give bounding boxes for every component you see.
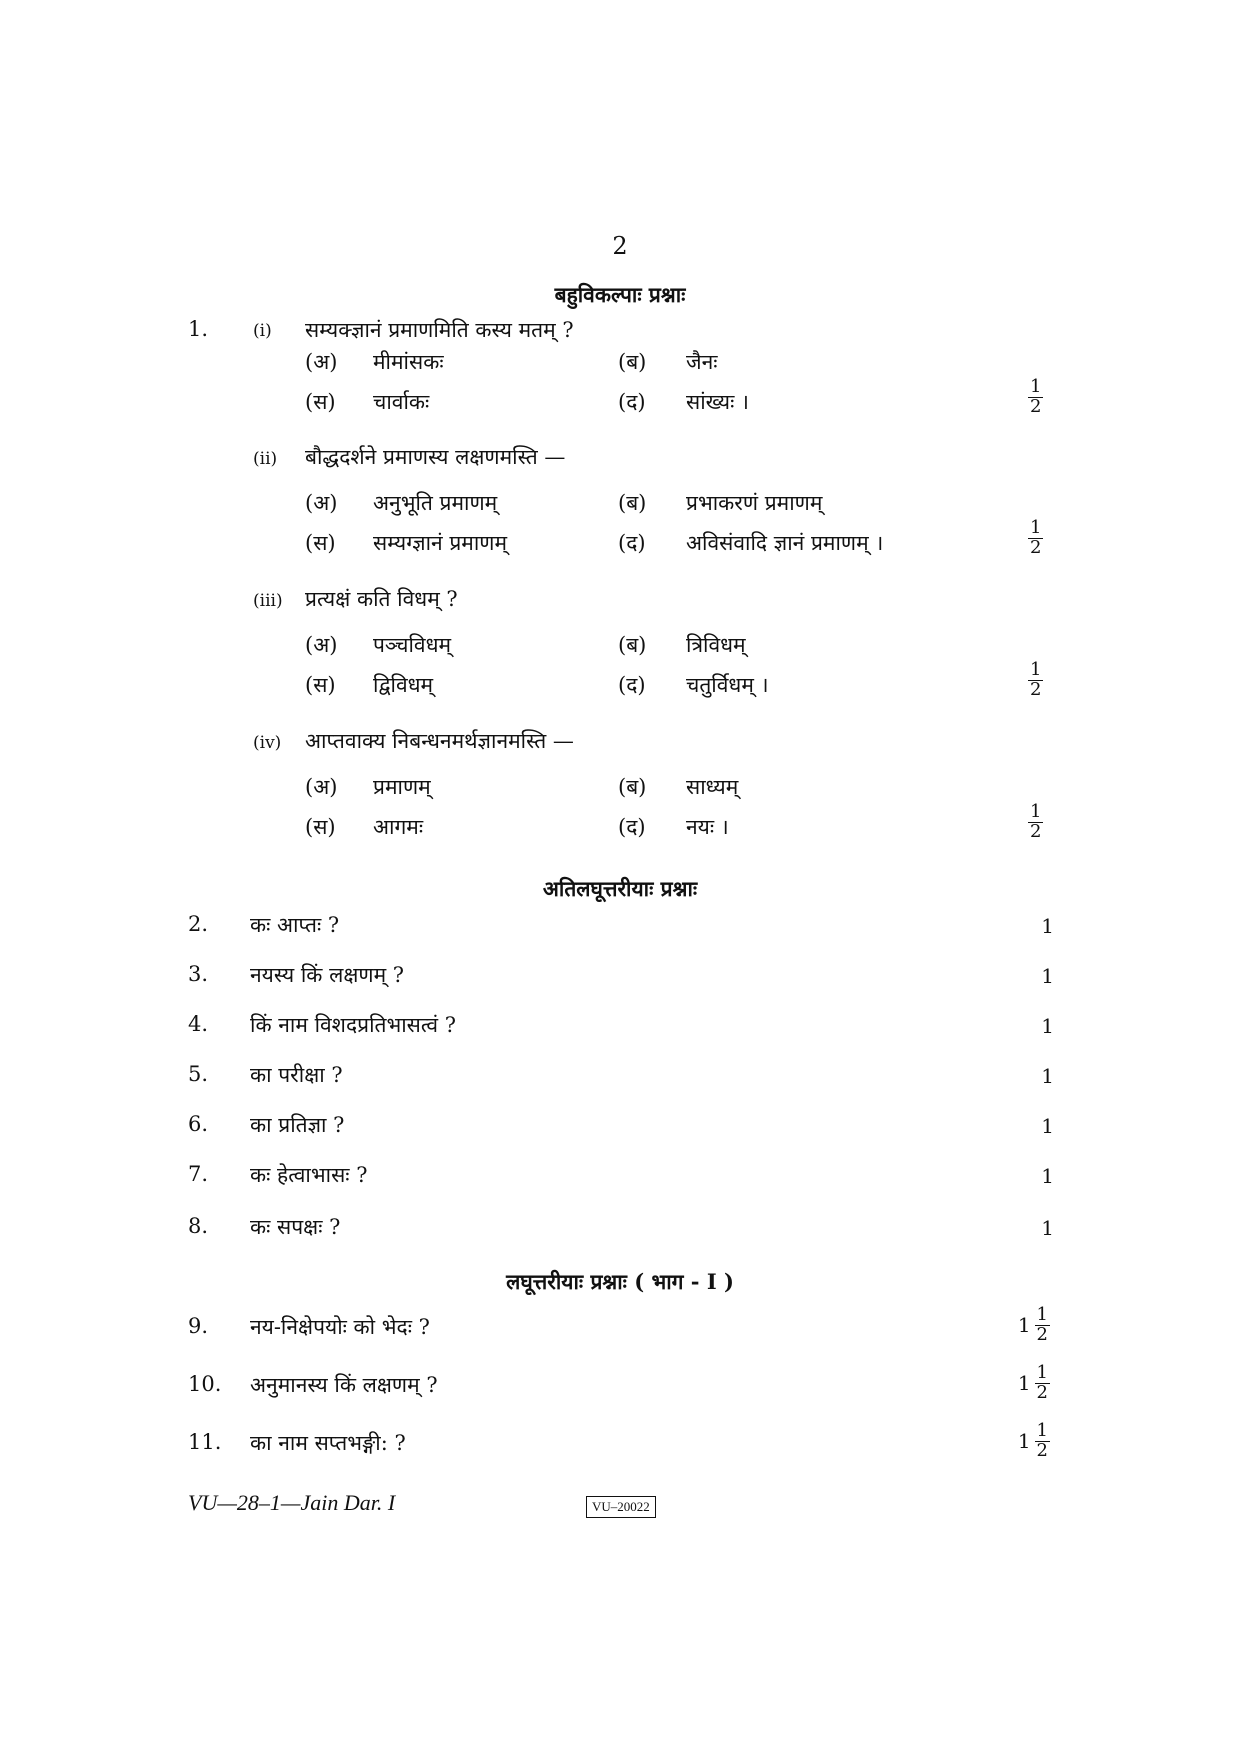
option-text: जैनः [686,350,718,374]
option-label: (ब) [618,491,647,515]
question-number: 10. [188,1372,222,1396]
option-label: (अ) [305,633,338,657]
option-label: (द) [618,815,646,839]
option-text: अविसंवादि ज्ञानं प्रमाणम् । [686,531,884,555]
question-number: 8. [188,1214,209,1238]
option-c [305,671,433,699]
option-label: (स) [305,815,336,839]
option-text: प्रमाणम् [373,775,431,799]
question-number: 4. [188,1012,209,1036]
marks-mixed-fraction [960,1364,1050,1403]
option-label: (अ) [305,350,338,374]
page-number: 2 [612,232,628,260]
question-text: किं नाम विशदप्रतिभासत्वं ? [250,1013,457,1037]
option-text: आगमः [373,815,424,839]
marks-fraction [1028,519,1043,558]
marks: 1 [1041,964,1054,988]
option-b [618,489,822,517]
section-heading-mcq: बहुविकल्पाः प्रश्नाः [554,282,686,307]
option-a [305,348,444,376]
option-b [618,631,746,659]
question-number: 5. [188,1062,209,1086]
option-b [618,773,738,801]
fraction-denominator: 2 [1036,1439,1048,1461]
marks-whole: 1 [1017,1429,1031,1454]
fraction-numerator: 1 [1036,1304,1048,1325]
fraction-numerator: 1 [1030,659,1042,680]
fraction-numerator: 1 [1030,376,1042,397]
option-a [305,631,451,659]
marks: 1 [1041,1216,1054,1240]
option-c [305,813,423,841]
option-label: (ब) [618,633,647,657]
subquestion-number: (ii) [253,449,278,469]
marks-fraction [1028,661,1043,700]
option-text: चार्वाकः [373,390,430,414]
question-number: 11. [188,1430,222,1454]
question-number: 9. [188,1314,209,1338]
marks: 1 [1041,1114,1054,1138]
section-heading-very-short: अतिलघूत्तरीयाः प्रश्नाः [542,876,698,901]
fraction-denominator: 2 [1030,536,1042,558]
marks: 1 [1041,1164,1054,1188]
subquestion-text: सम्यक्ज्ञानं प्रमाणमिति कस्य मतम् ? [305,318,574,342]
fraction-denominator: 2 [1030,820,1042,842]
option-text: चतुर्विधम् । [686,673,769,697]
subquestion-text: बौद्धदर्शने प्रमाणस्य लक्षणमस्ति — [305,445,566,469]
question-text: कः आप्तः ? [250,913,340,937]
subquestion-text: प्रत्यक्षं कति विधम् ? [305,587,458,611]
marks-fraction [1028,378,1043,417]
option-c [305,529,507,557]
option-text: सांख्यः । [686,390,749,414]
fraction-numerator: 1 [1036,1420,1048,1441]
option-d [618,529,883,557]
fraction-numerator: 1 [1036,1362,1048,1383]
question-number: 3. [188,962,209,986]
option-label: (द) [618,390,646,414]
option-a [305,773,431,801]
option-text: त्रिविधम् [686,633,746,657]
fraction-denominator: 2 [1036,1381,1048,1403]
option-label: (अ) [305,775,338,799]
question-number: 1. [188,317,209,341]
question-number: 6. [188,1112,209,1136]
question-text: कः हेत्वाभासः ? [250,1163,368,1187]
option-label: (स) [305,673,336,697]
option-a [305,489,497,517]
option-d [618,813,729,841]
subquestion-number: (i) [253,321,272,341]
booklet-code-box: VU–20022 [586,1496,656,1518]
section-heading-short: लघूत्तरीयाः प्रश्नाः ( भाग - I ) [506,1269,734,1294]
option-text: प्रभाकरणं प्रमाणम् [686,491,823,515]
option-text: सम्यग्ज्ञानं प्रमाणम् [373,531,508,555]
option-text: नयः । [686,815,729,839]
option-label: (स) [305,390,336,414]
question-text: का नाम सप्तभङ्गी: ? [250,1431,406,1455]
question-text: का प्रतिज्ञा ? [250,1113,345,1137]
marks: 1 [1041,1064,1054,1088]
option-label: (द) [618,673,646,697]
option-text: द्विविधम् [373,673,434,697]
fraction-numerator: 1 [1030,801,1042,822]
option-label: (स) [305,531,336,555]
option-label: (द) [618,531,646,555]
fraction-denominator: 2 [1036,1323,1048,1345]
option-text: साध्यम् [686,775,739,799]
fraction-numerator: 1 [1030,517,1042,538]
subquestion-number: (iv) [253,733,282,753]
question-text: अनुमानस्य किं लक्षणम् ? [250,1373,438,1397]
marks-whole: 1 [1017,1313,1031,1338]
question-text: का परीक्षा ? [250,1063,343,1087]
option-text: मीमांसकः [373,350,444,374]
option-c [305,388,429,416]
question-number: 7. [188,1162,209,1186]
marks-mixed-fraction [960,1422,1050,1461]
subquestion-text: आप्तवाक्य निबन्धनमर्थज्ञानमस्ति — [305,729,574,753]
option-d [618,388,749,416]
option-label: (अ) [305,491,338,515]
marks: 1 [1041,914,1054,938]
question-number: 2. [188,912,209,936]
marks: 1 [1041,1014,1054,1038]
marks-fraction [1028,803,1043,842]
question-text: कः सपक्षः ? [250,1215,341,1239]
fraction-denominator: 2 [1030,395,1042,417]
option-text: पञ्चविधम् [373,633,452,657]
marks-mixed-fraction [960,1306,1050,1345]
subquestion-number: (iii) [253,591,283,611]
option-d [618,671,769,699]
marks-whole: 1 [1017,1371,1031,1396]
option-label: (ब) [618,775,647,799]
fraction-denominator: 2 [1030,678,1042,700]
question-text: नयस्य किं लक्षणम् ? [250,963,405,987]
paper-code: VU—28–1—Jain Dar. I [188,1490,396,1515]
option-label: (ब) [618,350,647,374]
question-text: नय-निक्षेपयोः को भेदः ? [250,1315,430,1339]
option-text: अनुभूति प्रमाणम् [373,491,498,515]
option-b [618,348,717,376]
